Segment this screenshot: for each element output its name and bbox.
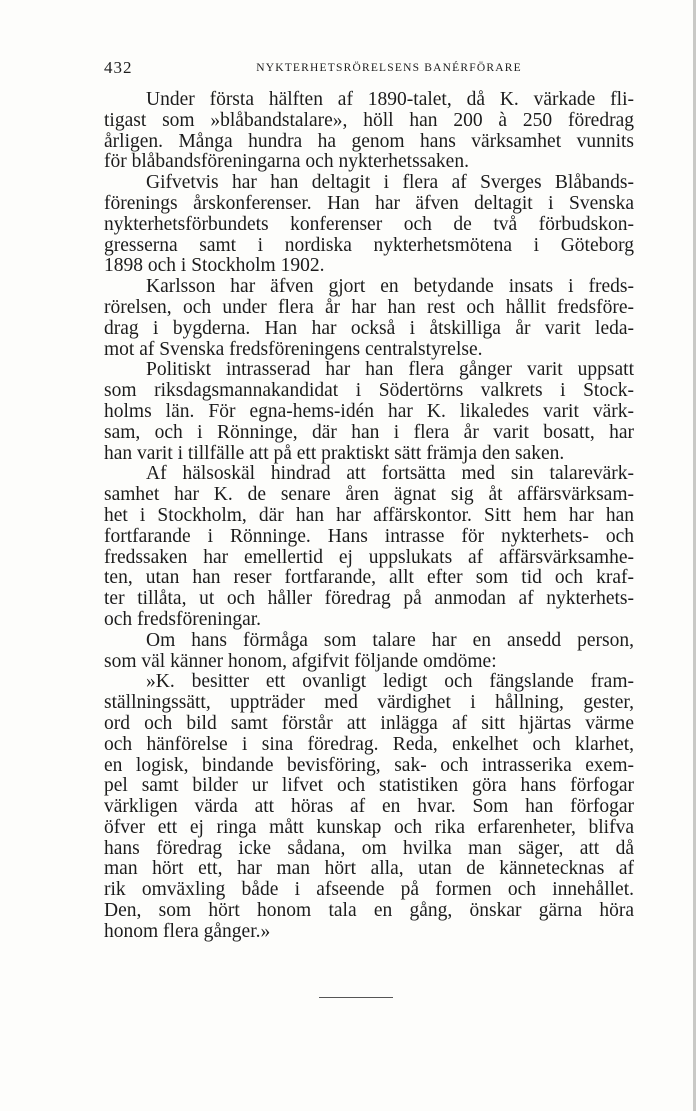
text-line: fortfarande i Rönninge. Hans intrasse för nykterhets- och bbox=[104, 525, 634, 547]
text-line: öfver ett ej ringa mått kunskap och rika erfarenheter, blifva bbox=[104, 816, 634, 838]
text-line: som väl känner honom, afgifvit följande omdöme: bbox=[104, 650, 497, 672]
page-number: 432 bbox=[104, 58, 133, 77]
text-line: nykterhetsförbundets konferenser och de två förbudskon- bbox=[104, 213, 634, 235]
text-line: förenings årskonferenser. Han har äfven deltagit i Svenska bbox=[104, 192, 634, 214]
text-line: »K. besitter ett ovanligt ledigt och fängslande fram- bbox=[146, 671, 634, 693]
text-line: rik omväxling både i afseende på formen och innehållet. bbox=[104, 879, 634, 901]
text-line: och fredsföreningar. bbox=[104, 608, 262, 630]
footer-rule bbox=[319, 997, 393, 998]
text-line: rörelsen, och under flera år har han rest och hållit fredsföre- bbox=[104, 296, 634, 318]
text-line: som riksdagsmannakandidat i Södertörns valkrets i Stock- bbox=[104, 380, 634, 402]
text-line: gresserna samt i nordiska nykterhetsmötena i Göteborg bbox=[104, 234, 634, 256]
text-line: han varit i tillfälle att på ett praktiskt sätt främja den saken. bbox=[104, 442, 565, 464]
text-line: värkligen värda att höras af en hvar. Som han förfogar bbox=[104, 796, 634, 818]
text-line: Om hans förmåga som talare har en ansedd person, bbox=[146, 629, 634, 651]
text-line: Af hälsoskäl hindrad att fortsätta med sin talarevärk- bbox=[146, 463, 634, 485]
text-line: fredssaken har emellertid ej uppslukats af affärsvärksamhe- bbox=[104, 546, 634, 568]
text-line: Gifvetvis har han deltagit i flera af Sverges Blåbands- bbox=[146, 172, 634, 194]
text-line: Under första hälften af 1890-talet, då K. värkade fli- bbox=[146, 89, 634, 110]
text-line: Den, som hört honom tala en gång, önskar gärna höra bbox=[104, 900, 634, 922]
text-line: mot af Svenska fredsföreningens centralstyrelse. bbox=[104, 338, 483, 360]
text-line: ten, utan han reser fortfarande, allt efter som tid och kraf- bbox=[104, 567, 634, 589]
text-line: Politiskt intrasserad har han flera gånger varit uppsatt bbox=[146, 359, 634, 381]
text-line: 1898 och i Stockholm 1902. bbox=[104, 255, 325, 277]
text-line: en logisk, bindande bevisföring, sak- och intrasserika exem- bbox=[104, 754, 634, 776]
page-header bbox=[104, 58, 634, 80]
text-line: Karlsson har äfven gjort en betydande insats i freds- bbox=[146, 276, 634, 298]
text-line: ord och bild samt förstår att inlägga af sitt hjärtas värme bbox=[104, 712, 634, 734]
text-line: man hört ett, har man hört alla, utan de kännetecknas af bbox=[104, 858, 634, 880]
text-line: ställningssätt, uppträder med värdighet i hållning, gester, bbox=[104, 692, 634, 714]
running-title: NYKTERHETSRÖRELSENS BANÉRFÖRARE bbox=[256, 62, 522, 74]
text-line: för blåbandsföreningarna och nykterhetssaken. bbox=[104, 151, 469, 173]
text-line: honom flera gånger.» bbox=[104, 920, 271, 942]
text-line: het i Stockholm, där han har affärskontor. Sitt hem har han bbox=[104, 504, 634, 526]
text-line: tigast som »blåbandstalare», höll han 200 à 250 föredrag bbox=[104, 109, 634, 131]
text-line: samhet har K. de senare åren ägnat sig åt affärsvärksam- bbox=[104, 484, 634, 506]
body-text bbox=[104, 90, 634, 943]
text-line: hans föredrag icke sådana, om hvilka man säger, att då bbox=[104, 837, 634, 859]
text-line: sam, och i Rönninge, där han i flera år varit bosatt, har bbox=[104, 421, 634, 443]
text-line: ter tillåta, ut och håller föredrag på anmodan af nykterhets- bbox=[104, 588, 634, 610]
text-line: holms län. För egna-hems-idén har K. likaledes varit värk- bbox=[104, 400, 634, 422]
text-line: och hänförelse i sina föredrag. Reda, enkelhet och klarhet, bbox=[104, 733, 634, 755]
text-line: drag i bygderna. Han har också i åtskilliga år varit leda- bbox=[104, 317, 634, 339]
text-line: årligen. Många hundra ha genom hans värksamhet vunnits bbox=[104, 130, 634, 152]
text-line: pel samt bilder ur lifvet och statistiken göra hans förfogar bbox=[104, 775, 634, 797]
